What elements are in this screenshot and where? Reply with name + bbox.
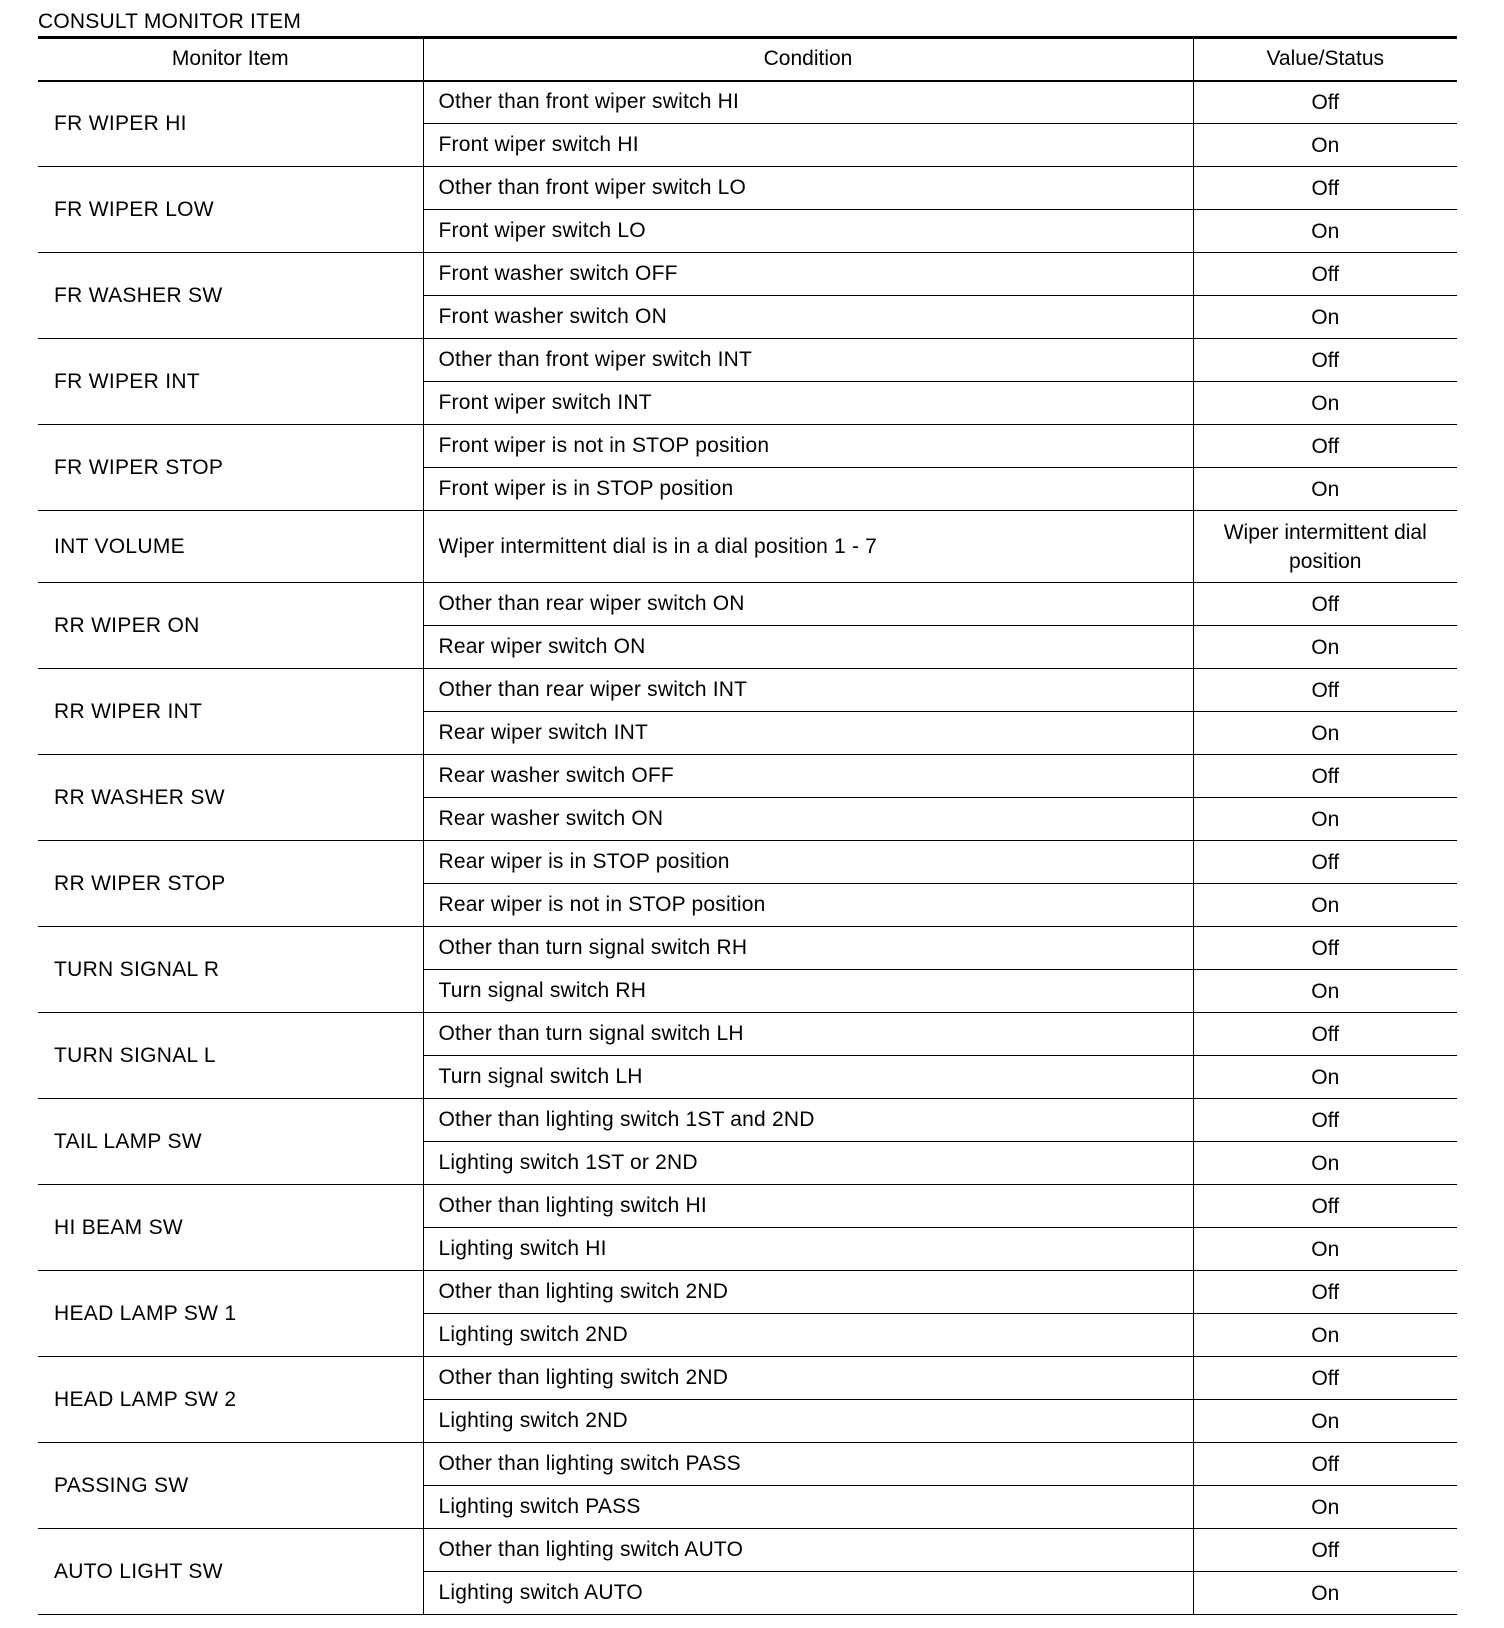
condition-cell: Front wiper switch INT <box>423 382 1193 425</box>
header-row <box>38 38 1457 81</box>
value-status-cell: Off <box>1193 927 1457 970</box>
value-status-cell: Off <box>1193 583 1457 626</box>
table-row <box>38 927 1457 970</box>
condition-cell: Lighting switch 1ST or 2ND <box>423 1142 1193 1185</box>
monitor-item-cell: PASSING SW <box>38 1443 423 1529</box>
condition-cell: Lighting switch 2ND <box>423 1400 1193 1443</box>
condition-cell: Front wiper switch LO <box>423 210 1193 253</box>
value-status-cell: On <box>1193 124 1457 167</box>
value-status-cell: On <box>1193 1486 1457 1529</box>
value-status-cell: Off <box>1193 1185 1457 1228</box>
monitor-item-cell: FR WIPER INT <box>38 339 423 425</box>
value-status-cell: On <box>1193 1400 1457 1443</box>
value-status-cell: On <box>1193 970 1457 1013</box>
header-monitor-item: Monitor Item <box>38 38 423 81</box>
header-value-status: Value/Status <box>1193 38 1457 81</box>
condition-cell: Rear washer switch OFF <box>423 755 1193 798</box>
value-status-cell: On <box>1193 382 1457 425</box>
value-status-cell: On <box>1193 468 1457 511</box>
value-status-cell: Wiper intermittent dial position <box>1193 511 1457 583</box>
table-row <box>38 511 1457 583</box>
value-status-cell: Off <box>1193 339 1457 382</box>
condition-cell: Other than front wiper switch INT <box>423 339 1193 382</box>
monitor-item-cell: TURN SIGNAL L <box>38 1013 423 1099</box>
table-row <box>38 167 1457 210</box>
condition-cell: Other than lighting switch 2ND <box>423 1271 1193 1314</box>
condition-cell: Rear wiper is not in STOP position <box>423 884 1193 927</box>
table-row <box>38 1271 1457 1314</box>
monitor-item-cell: FR WIPER STOP <box>38 425 423 511</box>
monitor-item-cell: HEAD LAMP SW 2 <box>38 1357 423 1443</box>
value-status-cell: On <box>1193 1572 1457 1615</box>
condition-cell: Lighting switch 2ND <box>423 1314 1193 1357</box>
condition-cell: Other than lighting switch HI <box>423 1185 1193 1228</box>
condition-cell: Rear wiper switch ON <box>423 626 1193 669</box>
condition-cell: Other than rear wiper switch ON <box>423 583 1193 626</box>
monitor-item-cell: TAIL LAMP SW <box>38 1099 423 1185</box>
condition-cell: Front wiper is in STOP position <box>423 468 1193 511</box>
page-title: CONSULT MONITOR ITEM <box>38 10 302 33</box>
value-status-cell: On <box>1193 626 1457 669</box>
value-status-cell: On <box>1193 1142 1457 1185</box>
table-body <box>38 81 1457 1615</box>
value-status-cell: On <box>1193 296 1457 339</box>
value-status-cell: Off <box>1193 1443 1457 1486</box>
value-status-cell: Off <box>1193 81 1457 124</box>
value-status-cell: Off <box>1193 755 1457 798</box>
header-condition: Condition <box>423 38 1193 81</box>
monitor-item-cell: AUTO LIGHT SW <box>38 1529 423 1615</box>
table-row <box>38 1099 1457 1142</box>
condition-cell: Front wiper switch HI <box>423 124 1193 167</box>
condition-cell: Lighting switch AUTO <box>423 1572 1193 1615</box>
monitor-item-table <box>38 36 1457 1615</box>
condition-cell: Other than turn signal switch RH <box>423 927 1193 970</box>
value-status-cell: Off <box>1193 167 1457 210</box>
monitor-item-cell: HEAD LAMP SW 1 <box>38 1271 423 1357</box>
monitor-item-cell: RR WIPER ON <box>38 583 423 669</box>
condition-cell: Front washer switch OFF <box>423 253 1193 296</box>
table-row <box>38 1443 1457 1486</box>
condition-cell: Lighting switch HI <box>423 1228 1193 1271</box>
condition-cell: Other than turn signal switch LH <box>423 1013 1193 1056</box>
condition-cell: Wiper intermittent dial is in a dial position 1 - 7 <box>423 511 1193 583</box>
value-status-cell: Off <box>1193 1013 1457 1056</box>
condition-cell: Turn signal switch RH <box>423 970 1193 1013</box>
value-status-cell: On <box>1193 712 1457 755</box>
value-status-cell: Off <box>1193 1099 1457 1142</box>
table-row <box>38 583 1457 626</box>
table-row <box>38 1185 1457 1228</box>
monitor-item-cell: FR WIPER LOW <box>38 167 423 253</box>
value-status-cell: On <box>1193 798 1457 841</box>
table-row <box>38 1357 1457 1400</box>
monitor-item-cell: INT VOLUME <box>38 511 423 583</box>
table-row <box>38 669 1457 712</box>
table-row <box>38 253 1457 296</box>
value-status-cell: On <box>1193 1228 1457 1271</box>
condition-cell: Lighting switch PASS <box>423 1486 1193 1529</box>
condition-cell: Other than front wiper switch HI <box>423 81 1193 124</box>
value-status-cell: Off <box>1193 1357 1457 1400</box>
monitor-item-cell: TURN SIGNAL R <box>38 927 423 1013</box>
monitor-item-cell: RR WASHER SW <box>38 755 423 841</box>
value-status-cell: Off <box>1193 669 1457 712</box>
value-status-cell: Off <box>1193 1271 1457 1314</box>
value-status-cell: Off <box>1193 1529 1457 1572</box>
value-status-cell: Off <box>1193 425 1457 468</box>
condition-cell: Other than lighting switch 1ST and 2ND <box>423 1099 1193 1142</box>
table-row <box>38 339 1457 382</box>
condition-cell: Rear wiper is in STOP position <box>423 841 1193 884</box>
monitor-item-cell: FR WIPER HI <box>38 81 423 167</box>
table-row <box>38 425 1457 468</box>
monitor-item-cell: RR WIPER INT <box>38 669 423 755</box>
table-row <box>38 841 1457 884</box>
condition-cell: Other than lighting switch 2ND <box>423 1357 1193 1400</box>
table-row <box>38 1529 1457 1572</box>
condition-cell: Front washer switch ON <box>423 296 1193 339</box>
value-status-cell: On <box>1193 884 1457 927</box>
condition-cell: Turn signal switch LH <box>423 1056 1193 1099</box>
value-status-cell: On <box>1193 1314 1457 1357</box>
monitor-item-cell: HI BEAM SW <box>38 1185 423 1271</box>
value-status-cell: Off <box>1193 841 1457 884</box>
condition-cell: Rear wiper switch INT <box>423 712 1193 755</box>
table-row <box>38 1013 1457 1056</box>
value-status-cell: Off <box>1193 253 1457 296</box>
condition-cell: Other than lighting switch PASS <box>423 1443 1193 1486</box>
condition-cell: Other than rear wiper switch INT <box>423 669 1193 712</box>
monitor-item-cell: FR WASHER SW <box>38 253 423 339</box>
condition-cell: Front wiper is not in STOP position <box>423 425 1193 468</box>
value-status-cell: On <box>1193 210 1457 253</box>
table-row <box>38 81 1457 124</box>
condition-cell: Other than front wiper switch LO <box>423 167 1193 210</box>
condition-cell: Other than lighting switch AUTO <box>423 1529 1193 1572</box>
condition-cell: Rear washer switch ON <box>423 798 1193 841</box>
monitor-item-cell: RR WIPER STOP <box>38 841 423 927</box>
table-row <box>38 755 1457 798</box>
value-status-cell: On <box>1193 1056 1457 1099</box>
